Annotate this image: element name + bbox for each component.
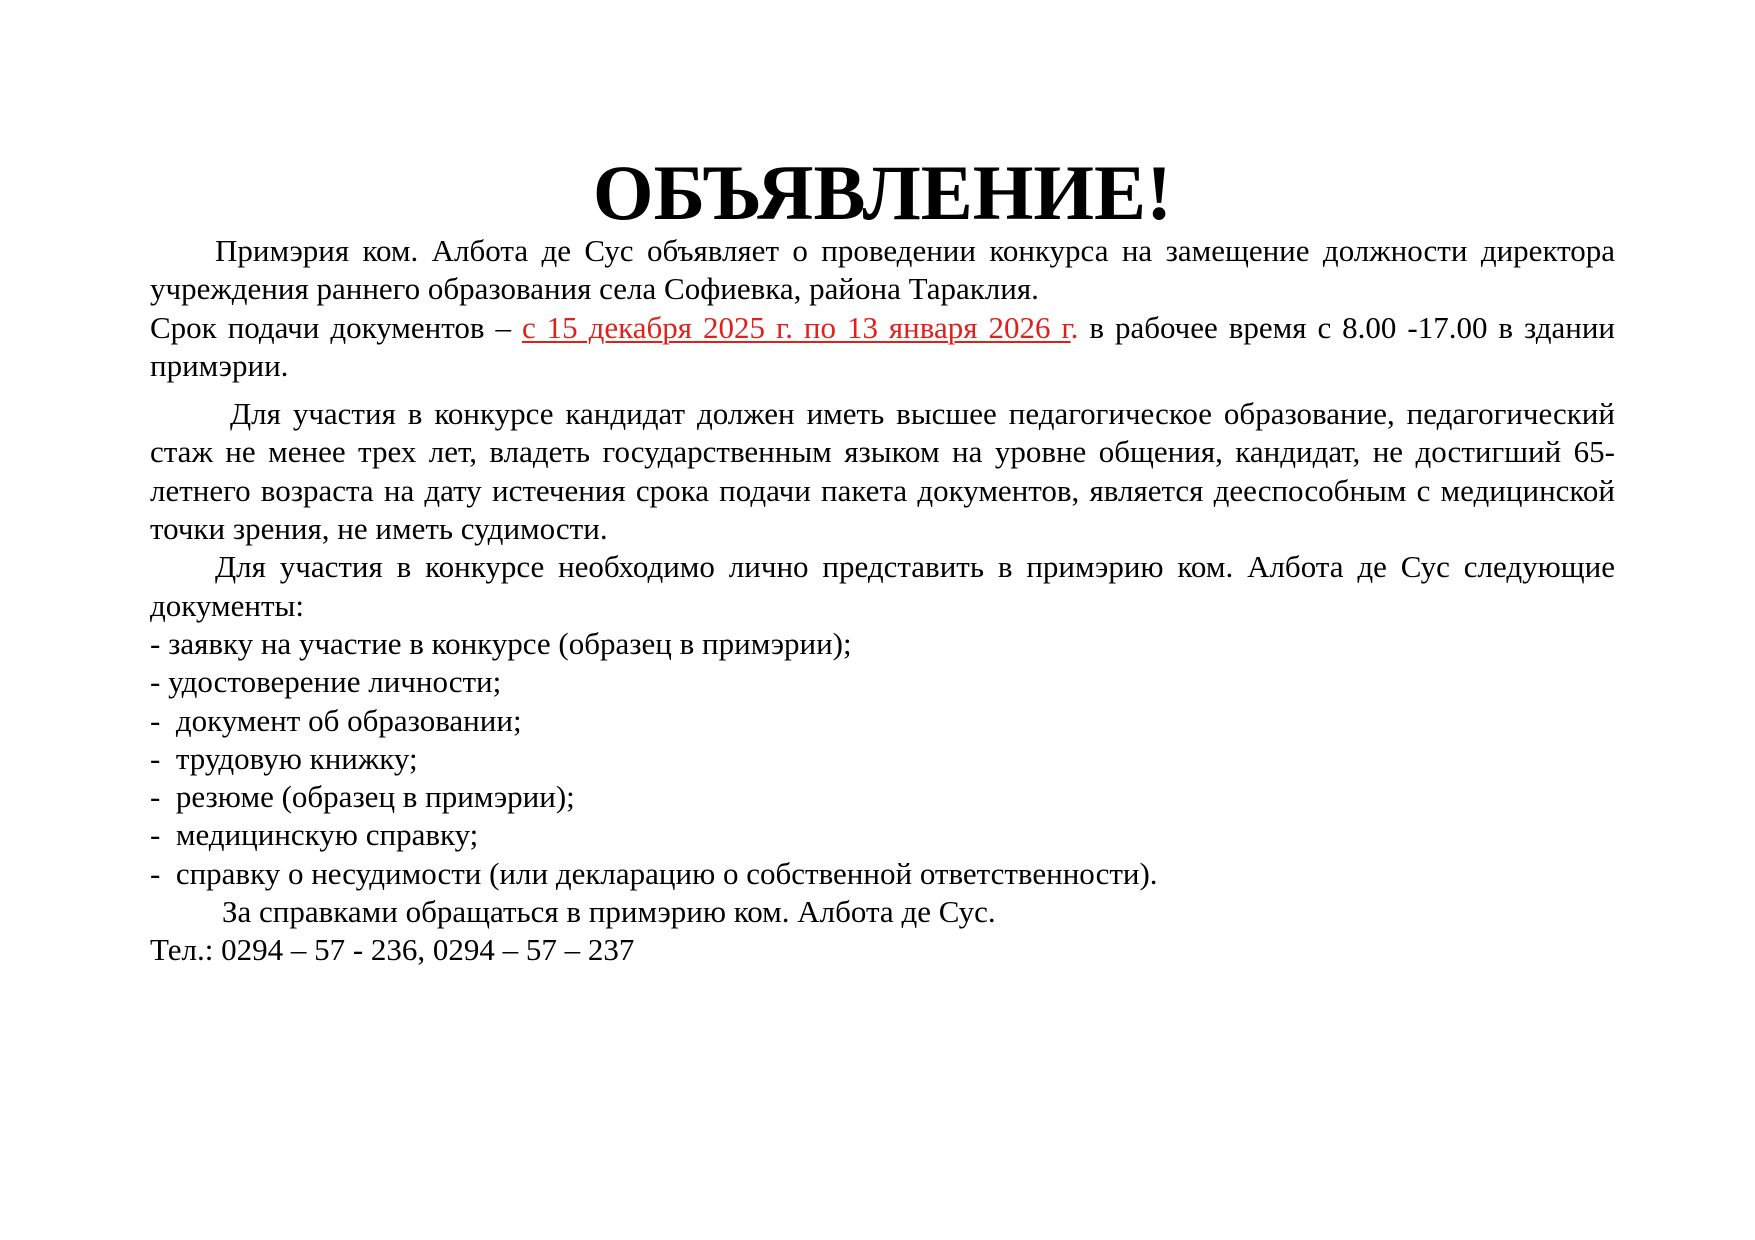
announcement-page: [150, 0, 1615, 1240]
list-item: - справку о несудимости (или декларацию о собственной ответственности).: [150, 855, 1158, 891]
documents-intro-paragraph: Для участия в конкурсе необходимо лично представить в примэрию ком. Албота де Сус следующие документы:: [150, 549, 1615, 623]
intro-paragraph: Примэрия ком. Албота де Сус объявляет о проведении конкурса на замещение должности директора учреждения раннего образования села Софиевка, района Тараклия.: [150, 233, 1615, 307]
documents-list: [150, 625, 1615, 893]
list-item: - заявку на участие в конкурсе (образец в примэрии);: [150, 625, 852, 661]
list-item: - удостоверение личности;: [150, 664, 502, 700]
announcement-title: ОБЪЯВЛЕНИЕ!: [592, 149, 1173, 236]
list-item: - документ об образовании;: [150, 702, 522, 738]
list-item: - медицинскую справку;: [150, 817, 479, 853]
deadline-suffix: в рабочее время с 8.00 -17.00 в здании примэрии.: [150, 309, 1616, 383]
deadline-dates: с 15 декабря 2025 г. по 13 января 2026 г: [521, 309, 1071, 345]
list-item: - трудовую книжку;: [150, 740, 418, 776]
deadline-paragraph: [150, 309, 1615, 386]
deadline-prefix: Срок подачи документов –: [150, 309, 522, 345]
contact-note: За справками обращаться в примэрию ком. Албота де Сус.: [222, 894, 996, 930]
deadline-dot: .: [1070, 309, 1079, 345]
phone-numbers: Тел.: 0294 – 57 - 236, 0294 – 57 – 237: [150, 932, 635, 968]
list-item: - резюме (образец в примэрии);: [150, 779, 575, 815]
announcement-body: [150, 232, 1615, 970]
requirements-paragraph: Для участия в конкурсе кандидат должен иметь высшее педагогическое образование, педагогический стаж не менее трех лет, владеть государственным языком на уровне общения, кандидат, не достигший 65-летнего возраста на дату истечения срока подачи пакета документов, является дееспособным с медицинской точки зрения, не иметь судимости.: [150, 396, 1615, 547]
